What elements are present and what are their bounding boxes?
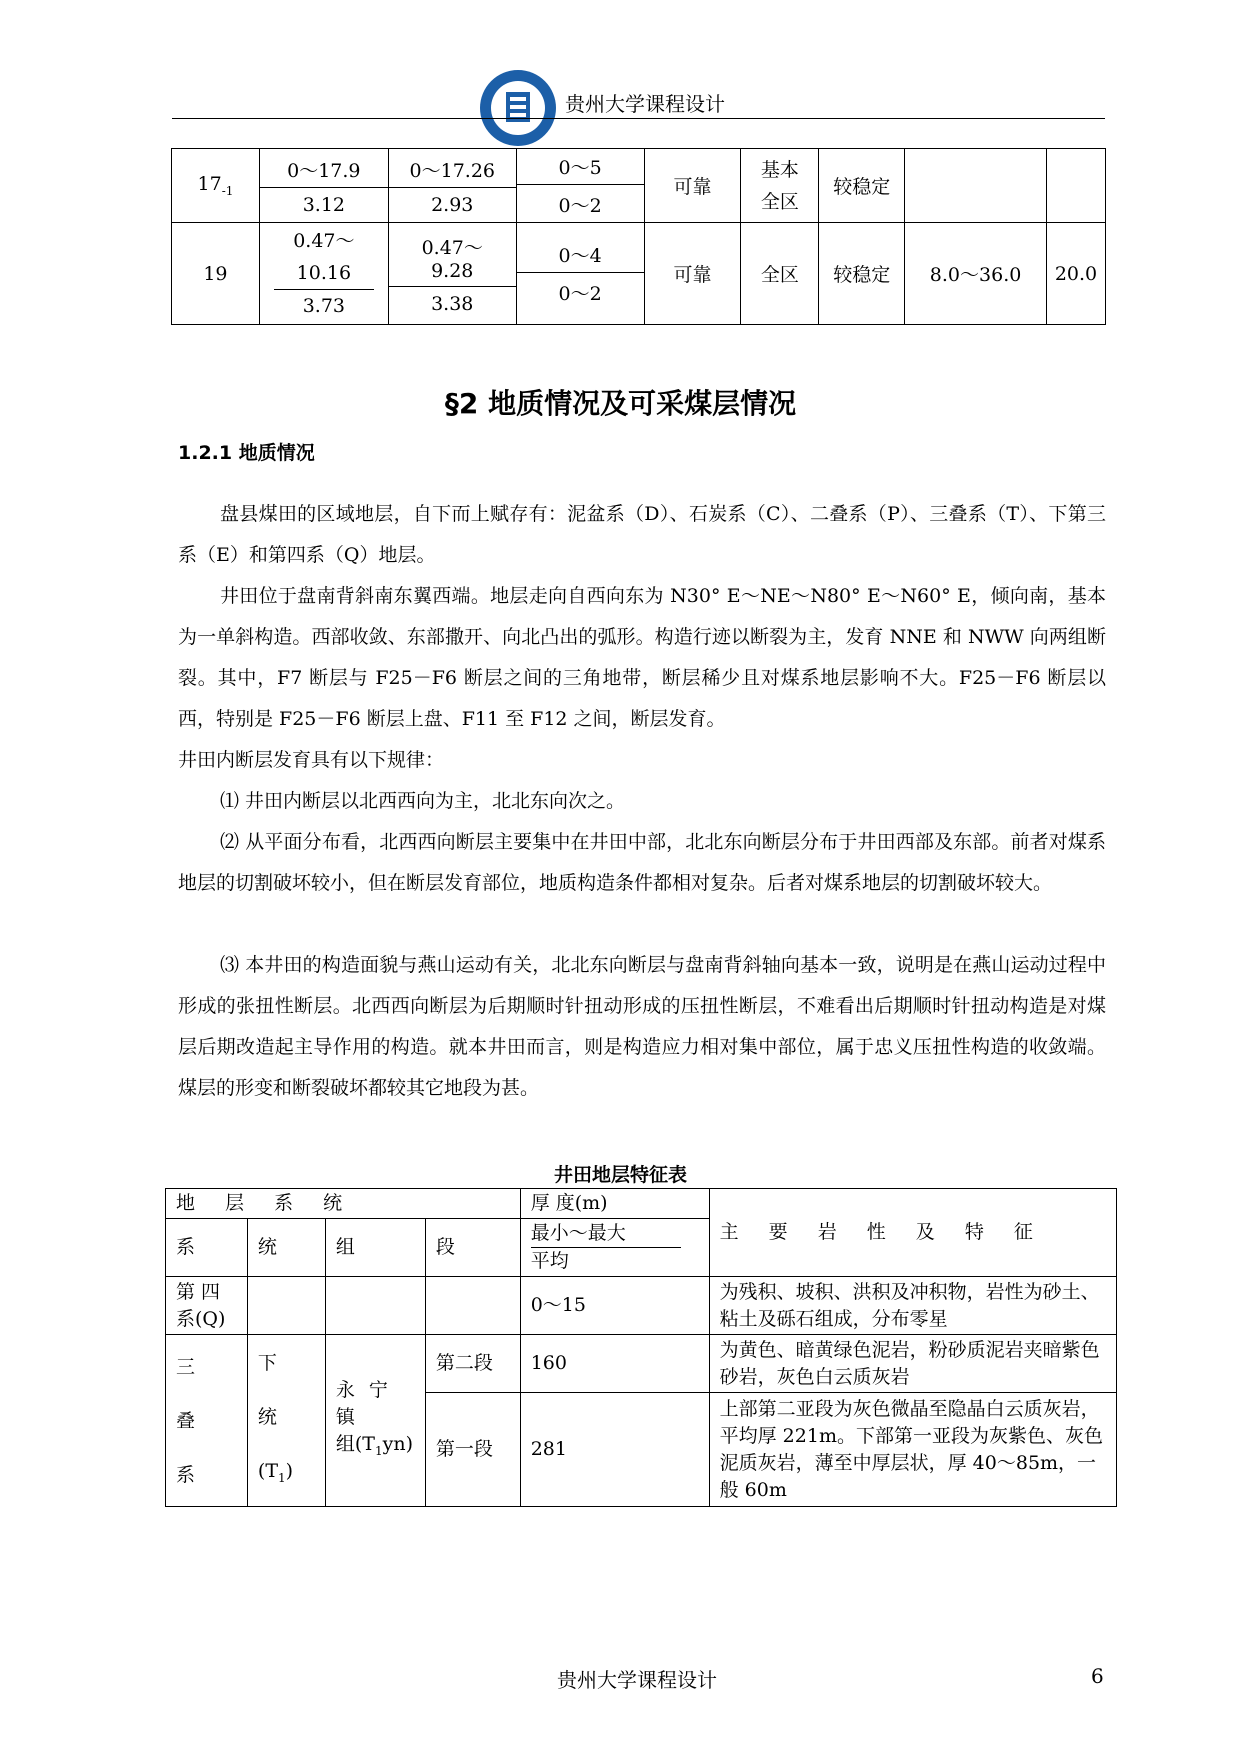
lower-series-cell: 下 统 $(T_1)$ (247, 1335, 325, 1507)
paragraph-strata: 盘县煤田的区域地层，自下而上赋存有：泥盆系（D）、石炭系（C）、二叠系（P）、三叠系（T）、下第三系（E）和第四系（Q）地层。 (178, 503, 1106, 566)
coal-seam-table (171, 148, 1106, 325)
paragraph-rule-2: ⑵ 从平面分布看，北西西向断层主要集中在井田中部，北北东向断层分布于井田西部及东部。前者对煤系地层的切割破坏较小，但在断层发育部位，地质构造条件都相对复杂。后者对煤系地层的切割破坏较大。 (178, 831, 1106, 894)
yongningzhen-formation-cell: 永 宁 镇 组$(T_1yn)$ (325, 1335, 425, 1507)
header-xi: 系 (166, 1219, 248, 1277)
footer-title: 贵州大学课程设计 (557, 1668, 717, 1692)
features-cell: 上部第二亚段为灰色微晶至隐晶白云质灰岩，平均厚 221m。下部第一亚段为灰紫色、灰色泥质灰岩，薄至中厚层状，厚 40～85m，一般 60m (709, 1393, 1116, 1507)
recoverable-thickness-cell: 0.47～9.28 3.38 (388, 223, 516, 325)
features-cell: 为残积、坡积、洪积及冲积物，岩性为砂土、粘土及砾石组成，分布零星 (709, 1277, 1116, 1335)
range-cell: 全区 (741, 223, 819, 325)
empty-cell (247, 1277, 325, 1335)
paragraph-rule-3: ⑶ 本井田的构造面貌与燕山运动有关，北北东向断层与盘南背斜轴向基本一致，说明是在燕山运动过程中形成的张扭性断层。北西西向断层为后期顺时针扭动形成的压扭性断层，不难看出后期顺时针扭动构造是对煤层后期改造起主导作用的构造。就本井田而言，则是构造应力相对集中部位，属于忠义压扭性构造的收敛端。煤层的形变和断裂破坏都较其它地段为甚。 (178, 954, 1106, 1099)
parting-cell: 0～5 0～2 (516, 149, 644, 223)
table-row (172, 223, 1106, 325)
table-row (172, 149, 1106, 223)
header-zu: 组 (325, 1219, 425, 1277)
strata-table (165, 1188, 1117, 1507)
header-duan: 段 (425, 1219, 520, 1277)
table-caption: 井田地层特征表 (553, 1164, 687, 1186)
page-number: 6 (1091, 1664, 1104, 1688)
paragraph-structure: 井田位于盘南背斜南东翼西端。地层走向自西向东为 N30° E～NE～N80° E～N60° E，倾向南，基本为一单斜构造。西部收敛、东部撒开、向北凸出的弧形。构造行迹以断裂为主，发育 NNE 和 NWW 向两组断裂。其中，F7 断层与 F25－F6 断层之间的三角地带，断层稀少且对煤系地层影响不大。F25－F6 断层以西，特别是 F25－F6 断层上盘、F11 至 F12 之间，断层发育。 (178, 585, 1106, 730)
university-logo (478, 68, 558, 148)
stability-cell: 较稳定 (819, 223, 905, 325)
range-cell: 基本 全区 (741, 149, 819, 223)
member-1-cell: 第一段 (425, 1393, 520, 1507)
paragraph-fault-rules: 井田内断层发育具有以下规律： (178, 749, 445, 771)
empty-cell (1046, 149, 1105, 223)
reliability-cell: 可靠 (644, 223, 741, 325)
section-title: §2 地质情况及可采煤层情况 (444, 387, 797, 420)
header-strata-system: 地 层 系 统 (166, 1189, 521, 1219)
header-features: 主 要 岩 性 及 特 征 (709, 1189, 1116, 1277)
thickness-cell: 160 (520, 1335, 709, 1393)
table-row (166, 1189, 1117, 1219)
triassic-cell: 三 叠 系 (166, 1335, 248, 1507)
header-minmax-avg: 最小～最大 平均 (520, 1219, 709, 1277)
header-title: 贵州大学课程设计 (565, 92, 725, 116)
paragraph-rule-1: ⑴ 井田内断层以北西西向为主，北北东向次之。 (220, 790, 626, 812)
thickness-cell: 0～17.9 3.12 (259, 149, 388, 223)
header-rule (172, 118, 1105, 119)
thickness-cell: 0～15 (520, 1277, 709, 1335)
table-row (166, 1277, 1117, 1335)
thickness-cell: 0.47～ 10.16 3.73 (259, 223, 388, 325)
thickness-cell: 281 (520, 1393, 709, 1507)
empty-cell (425, 1277, 520, 1335)
header-tong: 统 (247, 1219, 325, 1277)
subsection-title: 1.2.1 地质情况 (178, 442, 315, 464)
member-2-cell: 第二段 (425, 1335, 520, 1393)
seam-cell: 19 (172, 223, 260, 325)
spacing-avg-cell: 20.0 (1046, 223, 1105, 325)
seam-cell: $17_{-1}$ (172, 149, 260, 223)
features-cell: 为黄色、暗黄绿色泥岩，粉砂质泥岩夹暗紫色砂岩，灰色白云质灰岩 (709, 1335, 1116, 1393)
table-row (166, 1335, 1117, 1393)
parting-cell: 0～4 0～2 (516, 223, 644, 325)
recoverable-thickness-cell: 0～17.26 2.93 (388, 149, 516, 223)
empty-cell (325, 1277, 425, 1335)
header-thickness: 厚 度(m) (520, 1189, 709, 1219)
empty-cell (905, 149, 1047, 223)
quaternary-cell: 第 四 系(Q) (166, 1277, 248, 1335)
reliability-cell: 可靠 (644, 149, 741, 223)
spacing-cell: 8.0～36.0 (905, 223, 1047, 325)
stability-cell: 较稳定 (819, 149, 905, 223)
